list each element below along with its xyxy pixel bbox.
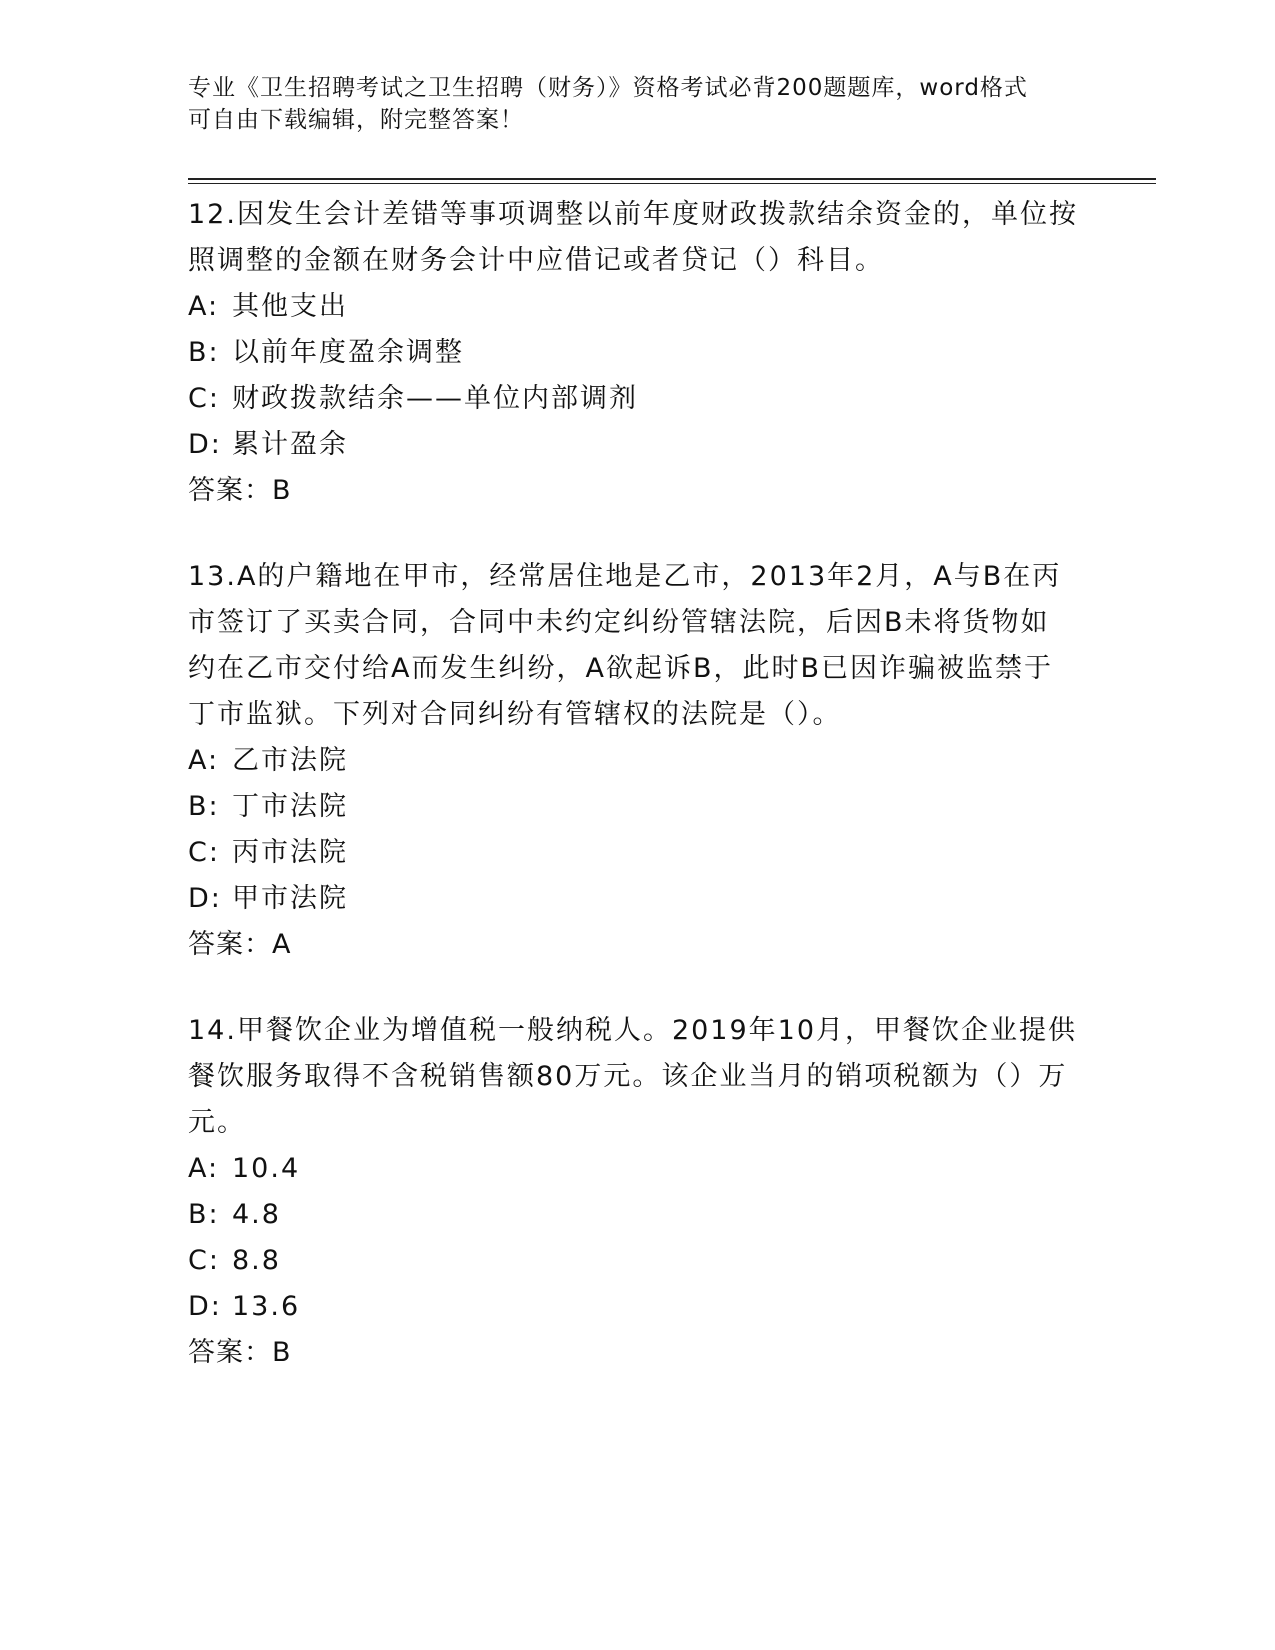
option-a bbox=[188, 738, 1088, 784]
question-13 bbox=[188, 554, 1088, 968]
option-a bbox=[188, 284, 1088, 330]
question-stem bbox=[188, 554, 1088, 738]
option-text: 以前年度盈余调整 bbox=[232, 337, 464, 368]
option-key: B: bbox=[188, 337, 220, 368]
option-text: 甲市法院 bbox=[232, 883, 348, 914]
option-b bbox=[188, 784, 1088, 830]
question-stem bbox=[188, 1008, 1088, 1146]
question-14 bbox=[188, 1008, 1088, 1376]
option-key: D: bbox=[188, 883, 222, 914]
option-text: 13.6 bbox=[232, 1291, 301, 1322]
stem-line: 13.A的户籍地在甲市，经常居住地是乙市，2013年2月，A与B在丙 bbox=[188, 561, 1062, 592]
option-c bbox=[188, 1238, 1088, 1284]
option-key: D: bbox=[188, 1291, 222, 1322]
option-c bbox=[188, 376, 1088, 422]
option-key: C: bbox=[188, 383, 220, 414]
option-text: 丙市法院 bbox=[232, 837, 348, 868]
option-text: 乙市法院 bbox=[232, 745, 348, 776]
stem-line: 约在乙市交付给A而发生纠纷，A欲起诉B，此时B已因诈骗被监禁于 bbox=[188, 653, 1053, 684]
option-text: 4.8 bbox=[232, 1199, 281, 1230]
option-key: A: bbox=[188, 745, 220, 776]
option-key: C: bbox=[188, 1245, 220, 1276]
header-divider-thin bbox=[188, 183, 1156, 184]
option-key: A: bbox=[188, 291, 220, 322]
header-line-2: 可自由下载编辑，附完整答案！ bbox=[188, 107, 524, 133]
stem-line: 元。 bbox=[188, 1107, 246, 1138]
option-text: 8.8 bbox=[232, 1245, 281, 1276]
option-text: 累计盈余 bbox=[232, 429, 348, 460]
option-text: 丁市法院 bbox=[232, 791, 348, 822]
stem-line: 照调整的金额在财务会计中应借记或者贷记（）科目。 bbox=[188, 245, 884, 276]
stem-line: 12.因发生会计差错等事项调整以前年度财政拨款结余资金的，单位按 bbox=[188, 199, 1078, 230]
question-list bbox=[188, 192, 1088, 1404]
document-header bbox=[188, 72, 1088, 136]
answer: 答案：A bbox=[188, 929, 292, 960]
option-d bbox=[188, 1284, 1088, 1330]
question-stem bbox=[188, 192, 1088, 284]
option-a bbox=[188, 1146, 1088, 1192]
option-b bbox=[188, 330, 1088, 376]
answer: 答案：B bbox=[188, 475, 292, 506]
answer: 答案：B bbox=[188, 1337, 292, 1368]
stem-line: 餐饮服务取得不含税销售额80万元。该企业当月的销项税额为（）万 bbox=[188, 1061, 1068, 1092]
header-divider-thick bbox=[188, 178, 1156, 180]
option-text: 10.4 bbox=[232, 1153, 301, 1184]
stem-line: 市签订了买卖合同，合同中未约定纠纷管辖法院，后因B未将货物如 bbox=[188, 607, 1050, 638]
option-key: D: bbox=[188, 429, 222, 460]
option-text: 其他支出 bbox=[232, 291, 348, 322]
stem-line: 丁市监狱。下列对合同纠纷有管辖权的法院是（）。 bbox=[188, 699, 842, 730]
option-key: C: bbox=[188, 837, 220, 868]
option-d bbox=[188, 422, 1088, 468]
option-key: B: bbox=[188, 791, 220, 822]
option-key: B: bbox=[188, 1199, 220, 1230]
option-b bbox=[188, 1192, 1088, 1238]
option-key: A: bbox=[188, 1153, 220, 1184]
option-text: 财政拨款结余——单位内部调剂 bbox=[232, 383, 638, 414]
option-d bbox=[188, 876, 1088, 922]
option-c bbox=[188, 830, 1088, 876]
question-12 bbox=[188, 192, 1088, 514]
header-line-1: 专业《卫生招聘考试之卫生招聘（财务）》资格考试必背200题题库，word格式 bbox=[188, 75, 1028, 101]
stem-line: 14.甲餐饮企业为增值税一般纳税人。2019年10月，甲餐饮企业提供 bbox=[188, 1015, 1078, 1046]
